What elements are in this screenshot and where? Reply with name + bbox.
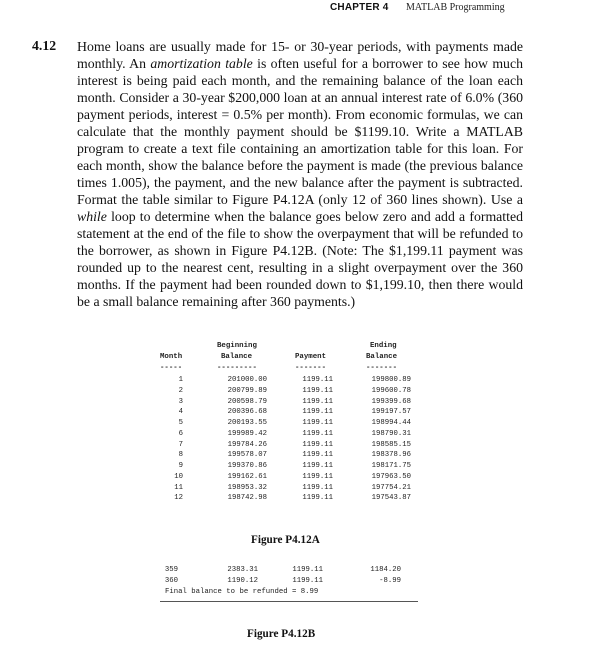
header-payment: Payment [295, 353, 327, 361]
amortization-row [0, 430, 610, 441]
amortization-beginning-cell: 198953.32 [227, 483, 267, 492]
amortization-row [0, 473, 610, 484]
amortization-month-cell: 5 [178, 419, 183, 427]
amortization-row [0, 398, 610, 409]
amortization-ending-cell: 199800.89 [371, 376, 411, 384]
amortization-ending-cell: 197543.87 [371, 494, 411, 503]
amortization-beginning-cell: 199370.86 [227, 462, 267, 470]
amortization-month-cell: 11 [174, 483, 183, 492]
amortization-ending-cell: 198994.44 [371, 419, 411, 427]
amortization-beginning-cell: 199784.26 [227, 440, 267, 449]
problem-italic-while: while [77, 208, 107, 224]
amortization-month-cell: 6 [178, 429, 183, 438]
amortization-month-cell: 4 [178, 408, 183, 417]
amortization-row [0, 494, 610, 505]
header-beginning-top: Beginning [217, 342, 257, 350]
amortization-ending-cell: 198378.96 [371, 451, 411, 460]
final-months-beginning-cell: 1190.12 [227, 577, 258, 585]
amortization-month-cell: 3 [178, 397, 183, 406]
amortization-ending-cell: 198585.15 [371, 440, 411, 449]
problem-italic-term: amortization table [150, 55, 253, 71]
amortization-ending-cell: 197754.21 [371, 483, 411, 492]
amortization-payment-cell: 1199.11 [302, 440, 333, 449]
amortization-ending-cell: 197963.50 [371, 472, 411, 481]
final-months-payment-cell: 1199.11 [292, 566, 323, 574]
figure-b-rule [160, 601, 418, 602]
amortization-beginning-cell: 199578.07 [227, 451, 267, 460]
problem-text-part-2: is often useful for a borrower to see how much interest is being paid each month, and the remaining balance of the loan each month. Consider a 30-year $200,000 loan at an annual interest rate of 6.0% (360 payment periods, interest = 0.5% per month). From economic formulas, we can calculate that the monthly payment should be $1199.10. Write a MATLAB program to create a text file containing an amortization table for this loan. For each month, show the balance before the payment is made (the previous balance times 1.005), the payment, and the new balance after the payment is subtracted. Format the table similar to Figure P4.12A (only 12 of 360 lines shown). Use a [77, 55, 523, 207]
amortization-ending-cell: 199399.68 [371, 397, 411, 406]
amortization-beginning-cell: 200193.55 [227, 419, 267, 427]
problem-number: 4.12 [32, 38, 57, 53]
amortization-payment-cell: 1199.11 [302, 451, 333, 460]
header-ending-bottom: Balance [366, 353, 398, 361]
amortization-ending-cell: 199197.57 [371, 408, 411, 417]
amortization-ending-cell: 198790.31 [371, 429, 411, 438]
amortization-month-cell: 9 [178, 462, 183, 470]
final-months-month-cell: 359 [164, 566, 178, 574]
final-months-row [0, 577, 610, 588]
amortization-month-cell: 12 [174, 494, 183, 503]
amortization-row [0, 387, 610, 398]
final-months-ending-cell: -8.99 [379, 577, 401, 585]
underline-ending: ------- [366, 364, 398, 372]
amortization-beginning-cell: 201000.00 [227, 376, 267, 384]
amortization-month-cell: 2 [178, 386, 183, 395]
final-months-payment-cell: 1199.11 [292, 577, 323, 585]
amortization-month-cell: 10 [174, 472, 183, 481]
amortization-beginning-cell: 198742.98 [227, 494, 267, 503]
amortization-beginning-cell: 200598.79 [227, 397, 267, 406]
final-months-row [0, 566, 610, 577]
amortization-row [0, 441, 610, 452]
amortization-ending-cell: 198171.75 [371, 462, 411, 470]
amortization-payment-cell: 1199.11 [302, 419, 333, 427]
amortization-beginning-cell: 199162.61 [227, 472, 267, 481]
final-months-month-cell: 360 [164, 577, 178, 585]
amortization-payment-cell: 1199.11 [302, 429, 333, 438]
amortization-payment-cell: 1199.11 [302, 462, 333, 470]
header-ending-top: Ending [370, 342, 397, 350]
amortization-row [0, 462, 610, 473]
final-months-beginning-cell: 2383.31 [227, 566, 258, 574]
amortization-payment-cell: 1199.11 [302, 408, 333, 417]
amortization-row [0, 451, 610, 462]
amortization-payment-cell: 1199.11 [302, 376, 333, 384]
amortization-row [0, 376, 610, 387]
amortization-beginning-cell: 200799.89 [227, 386, 267, 395]
amortization-beginning-cell: 200396.68 [227, 408, 267, 417]
header-month: Month [160, 353, 183, 361]
amortization-month-cell: 8 [178, 451, 183, 460]
header-beginning-bottom: Balance [221, 353, 253, 361]
amortization-payment-cell: 1199.11 [302, 472, 333, 481]
amortization-ending-cell: 199600.78 [371, 386, 411, 395]
amortization-beginning-cell: 199989.42 [227, 429, 267, 438]
final-balance-line [165, 588, 318, 596]
amortization-payment-cell: 1199.11 [302, 397, 333, 406]
amortization-payment-cell: 1199.11 [302, 483, 333, 492]
running-title: MATLAB Programming [406, 2, 505, 13]
chapter-label: CHAPTER 4 [330, 2, 389, 13]
final-balance-label: Final balance to be refunded = [165, 588, 301, 596]
amortization-month-cell: 1 [178, 376, 183, 384]
amortization-row [0, 419, 610, 430]
amortization-row [0, 484, 610, 495]
amortization-row [0, 408, 610, 419]
figure-a-caption: Figure P4.12A [251, 534, 320, 546]
underline-beginning: --------- [217, 364, 257, 372]
problem-statement [77, 38, 523, 311]
problem-text-part-1: Home loans are usually made for 15- or 30-year periods, with payments made monthly. An [77, 38, 523, 71]
amortization-payment-cell: 1199.11 [302, 386, 333, 395]
page-header [280, 2, 580, 16]
amortization-payment-cell: 1199.11 [302, 494, 333, 503]
amortization-month-cell: 7 [178, 440, 183, 449]
final-balance-value: 8.99 [300, 588, 319, 596]
problem-text-part-3: loop to determine when the balance goes below zero and add a formatted statement at the end of the file to show the overpayment that will be refunded to the borrower, as shown in Figure P4.12B. (Note: The $1,199.11 payment was rounded up to the nearest cent, resulting in a slight overpayment over the 360 months. If the payment had been rounded down to $1,199.10, then there would be a small balance remaining after 360 payments.) [77, 208, 523, 310]
underline-month: ----- [160, 364, 183, 372]
figure-b-caption: Figure P4.12B [247, 628, 316, 640]
underline-payment: ------- [295, 364, 327, 372]
final-months-ending-cell: 1184.20 [370, 566, 401, 574]
